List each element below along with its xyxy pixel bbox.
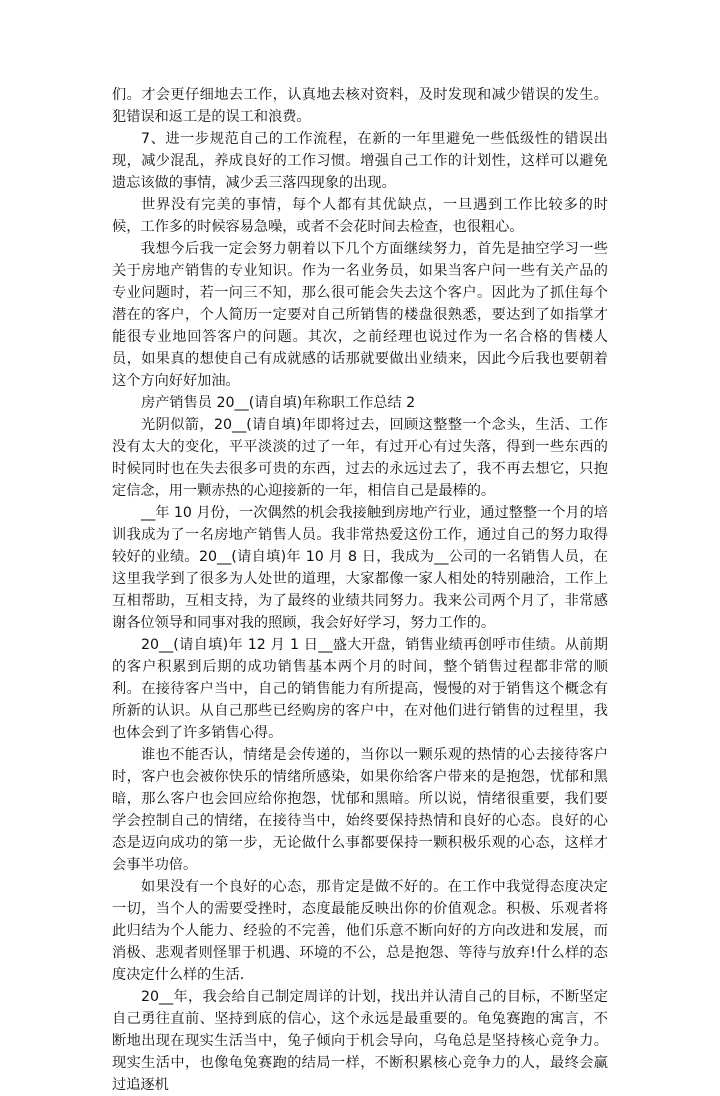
paragraph-emotion: 谁也不能否认，情绪是会传递的，当你以一颗乐观的热情的心去接待客户时，客户也会被你快乐的情绪所感染，如果你给客户带来的是抱怨，忧郁和黑暗，那么客户也会回应给你抱怨，忧郁和黑暗。所以说，情绪很重要，我们要学会控制自己的情绪，在接待当中，始终要保持热情和良好的心态。良好的心态是迈向成功的第一步，无论做什么事都要保持一颗积极乐观的心态，这样才会事半功倍。 <box>112 747 608 873</box>
paragraph-next-year-plan: 20__年，我会给自己制定周详的计划，找出并认清自己的目标，不断坚定自己勇往直前、坚持到底的信心，这个永远是最重要的。龟兔赛跑的寓言，不断地出现在现实生活当中，兔子倾向于机会导向，乌龟总是坚持核心竞争力。现实生活中，也像龟兔赛跑的结局一样，不断积累核心竞争力的人，最终会赢过追逐机 <box>112 989 608 1093</box>
paragraph-joining-company: __年 10 月份，一次偶然的机会我接触到房地产行业，通过整整一个月的培训我成为了一名房地产销售人员。我非常热爱这份工作，通过自己的努力取得较好的业绩。20__(请自填)年 10 月 8 日，我成为__公司的一名销售人员，在这里我学到了很多为人处世的道理，大家都像一家人相处的特别融洽，工作上互相帮助，互相支持，为了最终的业绩共同努力。我来公司两个月了，非常感谢各位领导和同事对我的照顾，我会好好学习，努力工作的。 <box>112 505 608 631</box>
paragraph-opening-sales: 20__(请自填)年 12 月 1 日__盛大开盘，销售业绩再创呼市佳绩。从前期的客户积累到后期的成功销售基本两个月的时间，整个销售过程都非常的顺利。在接待客户当中，自己的销售能力有所提高，慢慢的对于销售这个概念有所新的认识。从自己那些已经购房的客户中，在对他们进行销售的过程里，我也体会到了许多销售心得。 <box>112 637 608 741</box>
paragraph-improvement-plan: 我想今后我一定会努力朝着以下几个方面继续努力，首先是抽空学习一些关于房地产销售的专业知识。作为一名业务员，如果当客户问一些有关产品的专业问题时，若一问三不知，那么很可能会失去这个客户。因此为了抓住每个潜在的客户，个人简历一定要对自己所销售的楼盘很熟悉，要达到了如指掌才能很专业地回答客户的问题。其次，之前经理也说过作为一名合格的售楼人员，如果真的想使自己有成就感的话那就要做出业绩来，因此今后我也要朝着这个方向好好加油。 <box>112 241 608 389</box>
paragraph-imperfection: 世界没有完美的事情，每个人都有其优缺点，一旦遇到工作比较多的时候，工作多的时候容易急噪，或者不会花时间去检查，也很粗心。 <box>112 197 608 235</box>
paragraph-item-7: 7、进一步规范自己的工作流程，在新的一年里避免一些低级性的错误出现，减少混乱，养成良好的工作习惯。增强自己工作的计划性，这样可以避免遗忘该做的事情，减少丢三落四现象的出现。 <box>112 131 608 191</box>
paragraph-year-review: 光阴似箭，20__(请自填)年即将过去，回顾这整整一个念头，生活、工作没有太大的变化，平平淡淡的过了一年，有过开心有过失落，得到一些东西的时候同时也在失去很多可贵的东西，过去的永远过去了，我不再去想它，只抱定信念，用一颗赤热的心迎接新的一年，相信自己是最棒的。 <box>112 417 608 499</box>
section-heading-summary-2: 房产销售员 20__(请自填)年称职工作总结 2 <box>141 395 416 411</box>
document-body <box>112 84 608 1096</box>
paragraph-continuation: 们。才会更仔细地去工作，认真地去核对资料，及时发现和减少错误的发生。犯错误和返工是的误工和浪费。 <box>112 87 608 125</box>
paragraph-attitude: 如果没有一个良好的心态，那肯定是做不好的。在工作中我觉得态度决定一切，当个人的需要受挫时，态度最能反映出你的价值观念。积极、乐观者将此归结为个人能力、经验的不完善，他们乐意不断向好的方向改进和发展，而消极、悲观者则怪罪于机遇、环境的不公，总是抱怨、等待与放弃!什么样的态度决定什么样的生活. <box>112 879 608 983</box>
